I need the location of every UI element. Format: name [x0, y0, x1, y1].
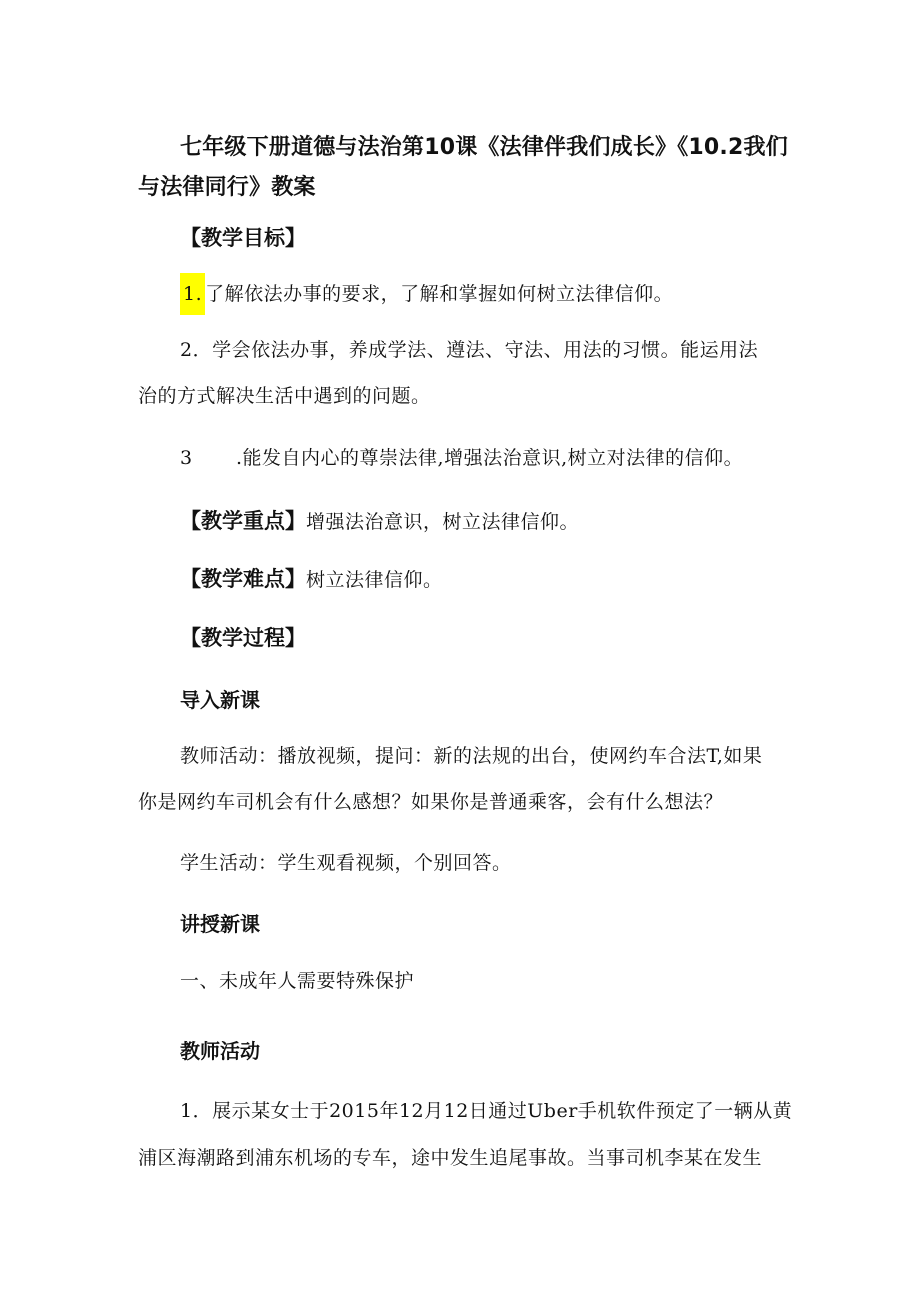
intro-heading: 导入新课: [180, 688, 260, 712]
goal-1-text: 了解依法办事的要求，了解和掌握如何树立法律信仰。: [205, 283, 674, 305]
new-lesson-heading: 讲授新课: [180, 912, 260, 936]
key-point: [180, 505, 579, 535]
teacher-activity-line-1: 教师活动：播放视频，提问：新的法规的出台，使网约车合法T,如果: [180, 745, 763, 767]
difficulty-point: [180, 563, 443, 593]
teacher-activity-heading: 教师活动: [180, 1039, 260, 1063]
key-point-heading: 【教学重点】: [180, 509, 306, 533]
title-line-1: 七年级下册道德与法治第10课《法律伴我们成长》《10.2我们: [180, 135, 788, 160]
section-1-heading: 一、未成年人需要特殊保护: [180, 970, 415, 992]
difficulty-text: 树立法律信仰。: [306, 569, 443, 591]
goal-2-line-2: 治的方式解决生活中遇到的问题。: [138, 385, 431, 407]
goals-heading: 【教学目标】: [180, 226, 306, 250]
item-1-line-1: 1．展示某女士于2015年12月12日通过Uber手机软件预定了一辆从黄: [180, 1100, 793, 1122]
goal-2-line-1: 2．学会依法办事，养成学法、遵法、守法、用法的习惯。能运用法: [180, 339, 759, 361]
goal-3-text: .能发自内心的尊崇法律,增强法治意识,树立对法律的信仰。: [236, 447, 744, 469]
item-1-line-2: 浦区海潮路到浦东机场的专车，途中发生追尾事故。当事司机李某在发生: [138, 1147, 763, 1169]
teacher-activity-line-2: 你是网约车司机会有什么感想？如果你是普通乘客，会有什么想法？: [138, 791, 724, 813]
difficulty-heading: 【教学难点】: [180, 567, 306, 591]
highlighted-number: 1.: [180, 273, 205, 315]
key-point-text: 增强法治意识，树立法律信仰。: [306, 511, 580, 533]
goal-1: [180, 279, 673, 306]
title-line-2: 与法律同行》教案: [138, 175, 316, 200]
student-activity: 学生活动：学生观看视频，个别回答。: [180, 852, 512, 874]
goal-3: [180, 443, 743, 470]
process-heading: 【教学过程】: [180, 626, 306, 650]
goal-3-number: 3: [180, 447, 193, 469]
